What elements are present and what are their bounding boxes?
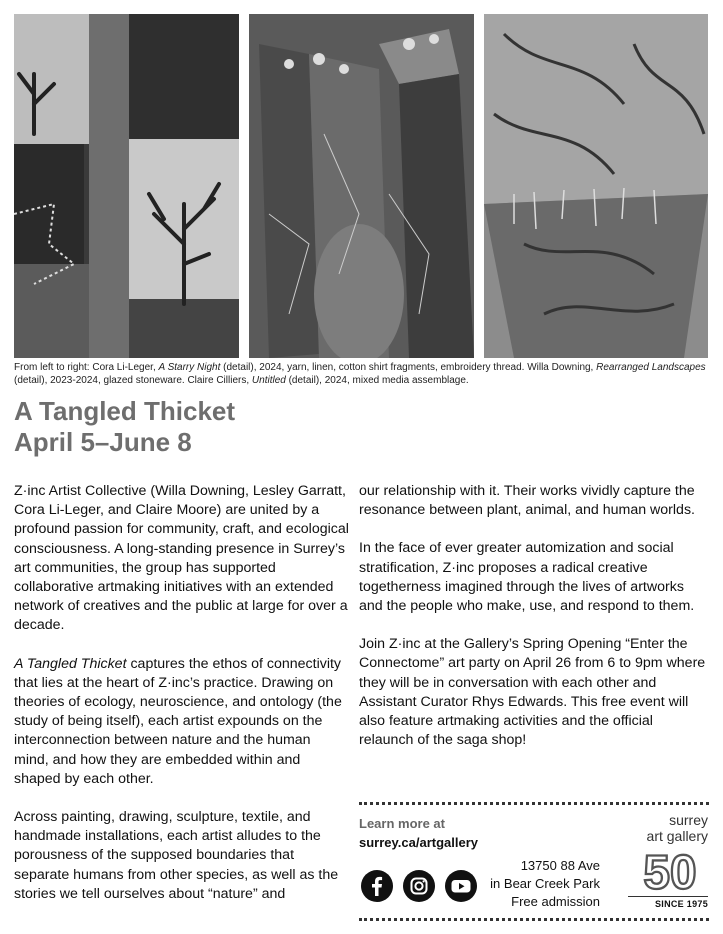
caption-artwork-title: Untitled (251, 374, 286, 386)
learn-more-label: Learn more at (359, 816, 445, 831)
body-paragraph: Z·inc Artist Collective (Willa Downing, Lesley Garratt, Cora Li-Leger, and Claire Moore) are united by a profound passion for community, craft, and ecological consciousness. A long-standing presence in Surrey’s art communities, the group has supported collaborative artmaking initiatives with an extended network of creatives and the public at large for over a decade. (14, 483, 349, 634)
admission-info: Free admission (511, 894, 600, 909)
artwork-photo-rearranged-landscapes (249, 14, 474, 358)
exhibition-dates: April 5–June 8 (14, 427, 192, 457)
youtube-icon[interactable] (445, 870, 477, 902)
body-paragraph: our relationship with it. Their works vividly capture the resonance between plant, animal, and human worlds. (359, 483, 695, 519)
artwork-photo-starry-night (14, 14, 239, 358)
website-link[interactable]: surrey.ca/artgallery (359, 835, 478, 850)
address-park: in Bear Creek Park (490, 876, 600, 891)
divider-top (359, 802, 709, 805)
logo-name-line2: art gallery (646, 828, 708, 844)
body-column-left (14, 482, 349, 923)
gallery-address (480, 857, 600, 911)
caption-text: From left to right: Cora Li-Leger, (14, 362, 159, 373)
instagram-icon[interactable] (403, 870, 435, 902)
body-column-right (359, 482, 709, 769)
exhibition-heading (14, 396, 235, 458)
logo-since: SINCE 1975 (628, 896, 708, 909)
artwork-photo-untitled (484, 14, 708, 358)
logo-50-number: 50 (643, 848, 697, 894)
body-text: captures the ethos of connectivity that lies at the heart of Z·inc’s practice. Drawing on theories of ecology, neuroscience, and ontology (the study of being itself), each artist expounds on the interconnection between nature and the human mind, and how they are embedded within and shaped by each other. (14, 655, 342, 787)
photo-caption (14, 362, 709, 387)
learn-more (359, 814, 478, 852)
divider-bottom (359, 918, 709, 921)
body-paragraph: Join Z·inc at the Gallery’s Spring Opening “Enter the Connectome” art party on April 26 from 6 to 9pm where they will be in conversation with each other and Assistant Curator Rhys Edwards. This free event will also feature artmaking activities and the official relaunch of the saga shop! (359, 636, 706, 749)
caption-artwork-title: Rearranged Landscapes (596, 362, 706, 373)
surrey-art-gallery-logo (628, 812, 708, 909)
caption-text: (detail), 2024, yarn, linen, cotton shirt fragments, embroidery thread. Willa Downing, (220, 362, 597, 373)
exhibition-title: A Tangled Thicket (14, 396, 236, 426)
body-paragraph (14, 655, 349, 789)
logo-name-line1: surrey (669, 812, 708, 828)
body-paragraph: Across painting, drawing, sculpture, textile, and handmade installations, each artist alludes to the porousness of the supposed boundaries that separate humans from other species, as well as the stories we tell ourselves about “nature” and (14, 809, 339, 902)
body-paragraph: In the face of ever greater automization and social stratification, Z·inc proposes a radical creative togetherness imagined through the lives of artworks and the people who make, use, and respond to them. (359, 540, 695, 615)
address-street: 13750 88 Ave (520, 858, 600, 873)
caption-text: (detail), 2023-2024, glazed stoneware. Claire Cilliers, (14, 374, 252, 386)
exhibition-title-inline: A Tangled Thicket (14, 655, 127, 672)
caption-artwork-title: A Starry Night (158, 362, 221, 373)
caption-text: (detail), 2024, mixed media assemblage. (285, 374, 469, 386)
logo-50-mark (632, 848, 708, 894)
facebook-icon[interactable] (361, 870, 393, 902)
